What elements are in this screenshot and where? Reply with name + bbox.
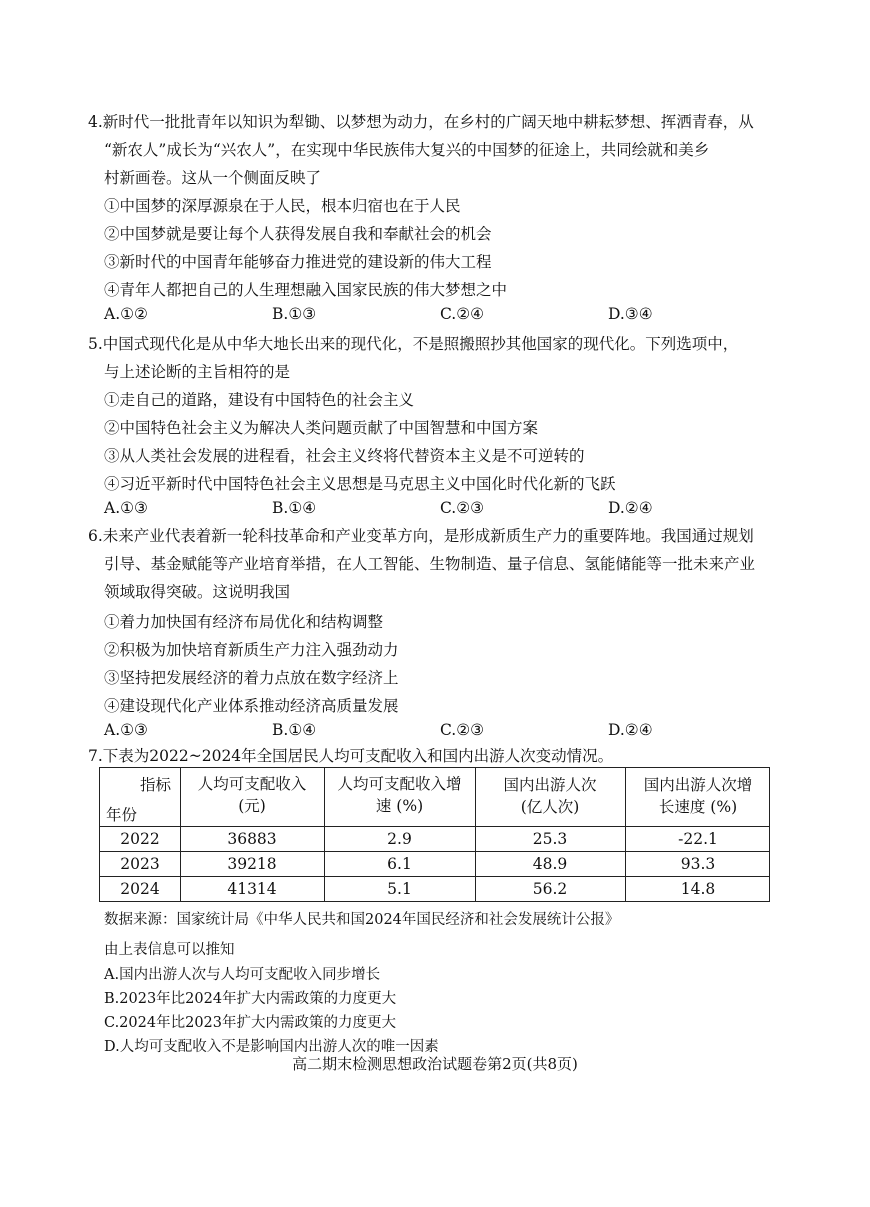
table-cell-trips-growth: -22.1 bbox=[678, 830, 718, 848]
table-header-income-line1: 人均可支配收入 bbox=[197, 775, 307, 793]
table-cell-income: 39218 bbox=[227, 855, 277, 873]
page-footer: 高二期末检测思想政治试题卷第2页(共8页) bbox=[292, 1055, 578, 1073]
q6-choice-b: B.①④ bbox=[272, 721, 317, 739]
table-cell-year: 2024 bbox=[120, 880, 160, 898]
q7-stem: 7.下表为2022~2024年全国居民人均可支配收入和国内出游人次变动情况。 bbox=[88, 747, 614, 765]
q6-option-3: ③坚持把发展经济的着力点放在数字经济上 bbox=[104, 669, 399, 687]
table-header-trips-line1: 国内出游人次 bbox=[503, 776, 597, 794]
q4-stem-line-2: “新农人”成长为“兴农人”，在实现中华民族伟大复兴的中国梦的征途上，共同绘就和美乡 bbox=[104, 141, 710, 159]
q5-stem-line-2: 与上述论断的主旨相符的是 bbox=[104, 363, 291, 381]
table-header-trips-growth bbox=[625, 774, 771, 818]
table-cell-income: 36883 bbox=[227, 830, 277, 848]
table-header-trips-growth-line1: 国内出游人次增 bbox=[643, 776, 753, 794]
q4-option-3: ③新时代的中国青年能够奋力推进党的建设新的伟大工程 bbox=[104, 253, 492, 271]
q4-option-4: ④青年人都把自己的人生理想融入国家民族的伟大梦想之中 bbox=[104, 281, 508, 299]
q5-choice-b: B.①④ bbox=[272, 499, 317, 517]
q6-choice-a: A.①③ bbox=[104, 721, 148, 739]
q4-choice-a: A.①② bbox=[104, 305, 148, 323]
table-cell-income-growth: 2.9 bbox=[387, 830, 412, 848]
table-header-trips-line2: (亿人次) bbox=[520, 798, 580, 816]
q7-lead: 由上表信息可以推知 bbox=[104, 942, 235, 958]
table-header-trips-growth-line2: 长速度 (%) bbox=[658, 798, 738, 816]
table-cell-trips: 56.2 bbox=[532, 880, 568, 898]
q7-choice-c: C.2024年比2023年扩大内需政策的力度更大 bbox=[104, 1015, 396, 1031]
table-cell-trips-growth: 93.3 bbox=[680, 855, 716, 873]
q7-choice-a: A.国内出游人次与人均可支配收入同步增长 bbox=[104, 967, 381, 983]
table-cell-income-growth: 6.1 bbox=[387, 855, 412, 873]
table-cell-income-growth: 5.1 bbox=[387, 880, 412, 898]
table-corner-indicator: 指标 bbox=[140, 776, 172, 794]
table-cell-trips: 48.9 bbox=[532, 855, 568, 873]
q6-option-4: ④建设现代化产业体系推动经济高质量发展 bbox=[104, 697, 399, 715]
table-cell-income: 41314 bbox=[227, 880, 277, 898]
table-corner-cell bbox=[100, 768, 180, 826]
q5-stem-line-1: 5.中国式现代化是从中华大地长出来的现代化，不是照搬照抄其他国家的现代化。下列选项中， bbox=[88, 335, 739, 353]
table-header-trips bbox=[475, 774, 625, 818]
q6-option-1: ①着力加快国有经济布局优化和结构调整 bbox=[104, 613, 384, 631]
q4-stem-line-3: 村新画卷。这从一个侧面反映了 bbox=[104, 169, 322, 187]
q5-choice-c: C.②③ bbox=[440, 499, 485, 517]
data-table bbox=[99, 767, 770, 902]
q4-stem-line-1: 4.新时代一批批青年以知识为犁锄、以梦想为动力，在乡村的广阔天地中耕耘梦想、挥洒青春，从 bbox=[88, 113, 754, 131]
table-cell-trips: 25.3 bbox=[532, 830, 568, 848]
table-source-note: 数据来源：国家统计局《中华人民共和国2024年国民经济和社会发展统计公报》 bbox=[104, 912, 620, 928]
table-cell-year: 2022 bbox=[120, 830, 160, 848]
q6-option-2: ②积极为加快培育新质生产力注入强劲动力 bbox=[104, 641, 399, 659]
q4-option-1: ①中国梦的深厚源泉在于人民，根本归宿也在于人民 bbox=[104, 197, 461, 215]
table-cell-year: 2023 bbox=[120, 855, 160, 873]
q5-option-1: ①走自己的道路，建设有中国特色的社会主义 bbox=[104, 391, 415, 409]
table-corner-year: 年份 bbox=[106, 806, 138, 824]
q6-choice-c: C.②③ bbox=[440, 721, 485, 739]
q6-stem-line-1: 6.未来产业代表着新一轮科技革命和产业变革方向，是形成新质生产力的重要阵地。我国通过规划 bbox=[88, 527, 754, 545]
q5-option-2: ②中国特色社会主义为解决人类问题贡献了中国智慧和中国方案 bbox=[104, 419, 539, 437]
q4-choice-d: D.③④ bbox=[608, 305, 653, 323]
q5-choice-a: A.①③ bbox=[104, 499, 148, 517]
q5-choice-d: D.②④ bbox=[608, 499, 653, 517]
table-header-income-growth-line2: 速 (%) bbox=[375, 797, 424, 815]
table-cell-trips-growth: 14.8 bbox=[680, 880, 716, 898]
q5-option-4: ④习近平新时代中国特色社会主义思想是马克思主义中国化时代化新的飞跃 bbox=[104, 475, 616, 493]
q5-option-3: ③从人类社会发展的进程看，社会主义终将代替资本主义是不可逆转的 bbox=[104, 447, 585, 465]
table-header-income-growth bbox=[324, 773, 475, 817]
table-header-income bbox=[180, 773, 324, 817]
q7-choice-d: D.人均可支配收入不是影响国内出游人次的唯一因素 bbox=[104, 1039, 439, 1055]
q4-option-2: ②中国梦就是要让每个人获得发展自我和奉献社会的机会 bbox=[104, 225, 492, 243]
q4-choice-c: C.②④ bbox=[440, 305, 485, 323]
q6-stem-line-2: 引导、基金赋能等产业培育举措，在人工智能、生物制造、量子信息、氢能储能等一批未来产业 bbox=[104, 555, 756, 573]
q7-choice-b: B.2023年比2024年扩大内需政策的力度更大 bbox=[104, 991, 397, 1007]
q4-choice-b: B.①③ bbox=[272, 305, 317, 323]
table-header-income-growth-line1: 人均可支配收入增 bbox=[337, 775, 462, 793]
q6-stem-line-3: 领域取得突破。这说明我国 bbox=[104, 583, 291, 601]
q6-choice-d: D.②④ bbox=[608, 721, 653, 739]
table-header-income-line2: (元) bbox=[238, 797, 266, 815]
